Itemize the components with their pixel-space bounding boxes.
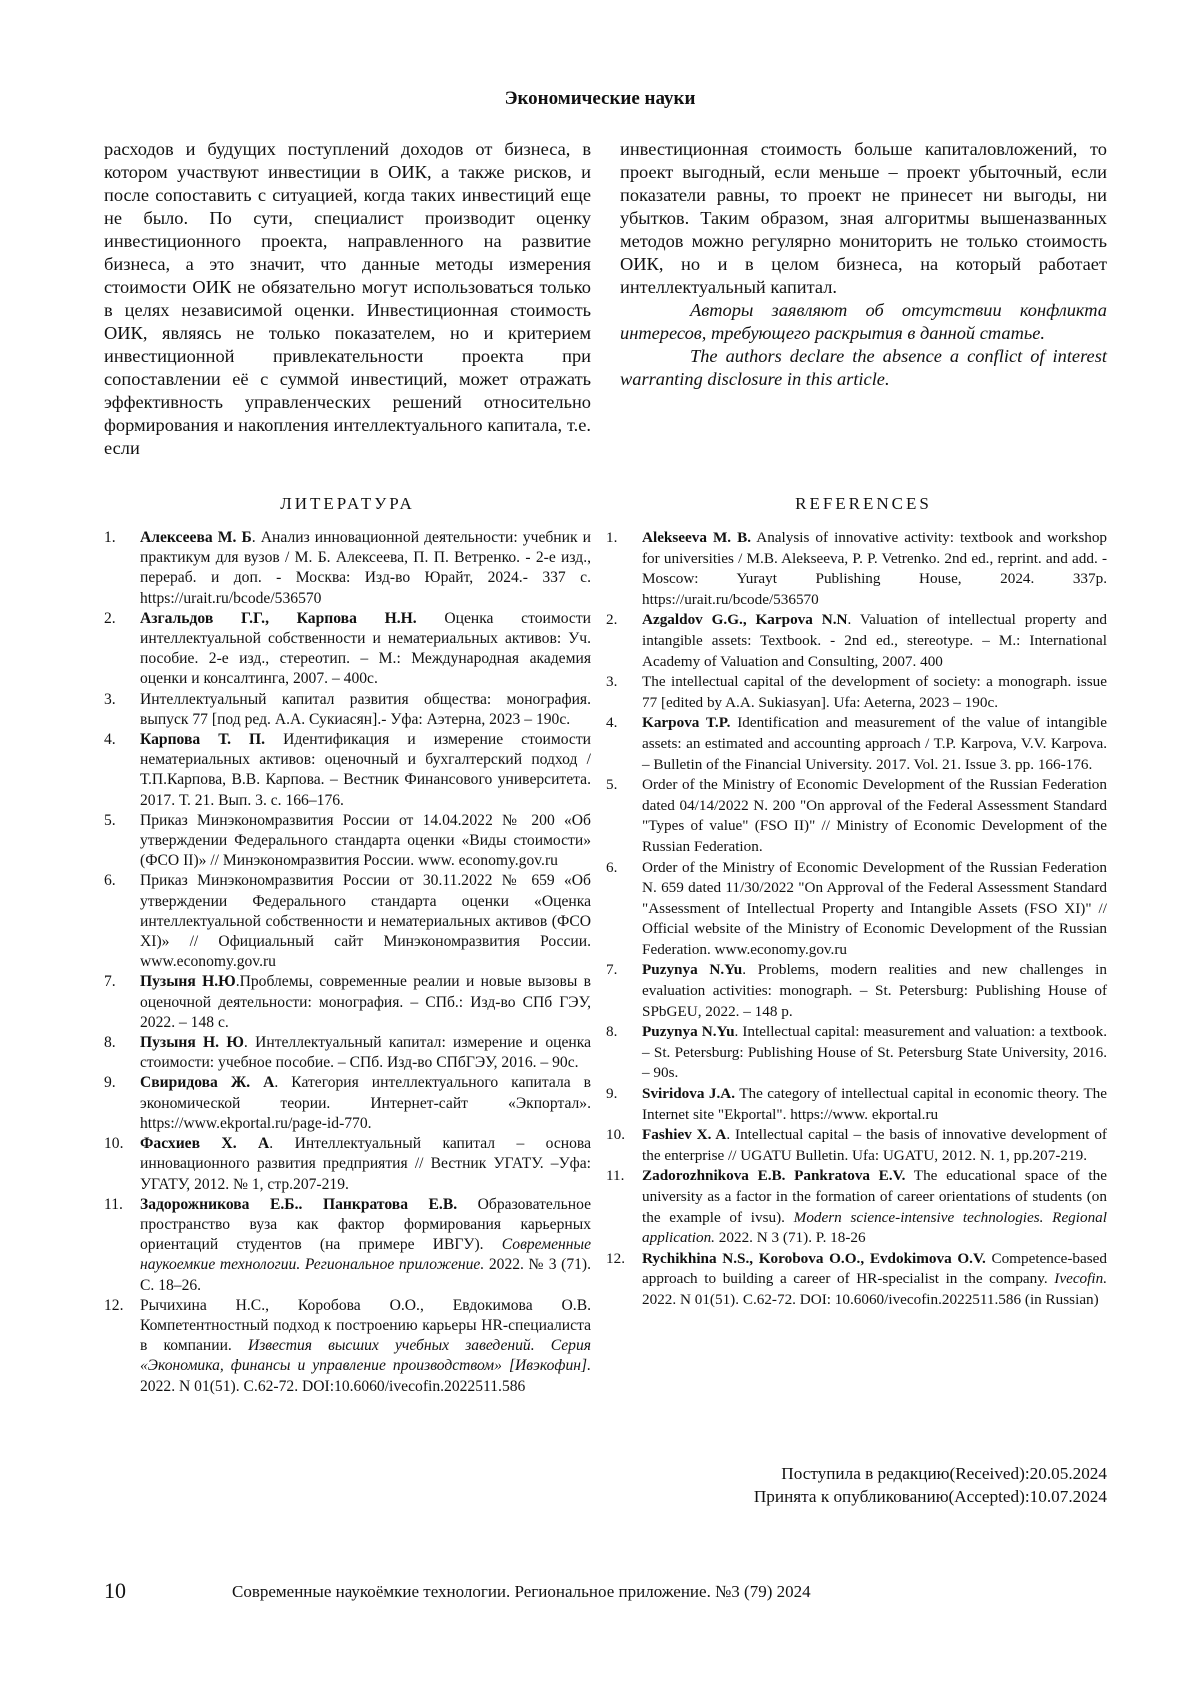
reference-text: . Интеллектуальный капитал – основа инновационного развития предприятия // Вестник УГАТУ. –Уфа: УГАТУ, 2012. № 1, стр.207-219. [140,1135,591,1193]
literature-item [104,1195,591,1296]
literature-item [104,690,591,730]
reference-number: 4. [104,731,116,749]
reference-number: 12. [104,1296,124,1314]
literature-item [104,972,591,1033]
reference-number: 10. [104,1135,124,1153]
page-number: 10 [104,1578,126,1603]
body-right-paragraph: инвестиционная стоимость больше капиталовложений, то проект выгодный, если меньше – проект убыточный, если показатели равны, то проект не принесет ни выгоды, ни убытков. Таким образом, зная алгоритмы вышеназванных методов можно регулярно мониторить не только стоимость ОИК, но и в целом бизнеса, на который работает интеллектуальный капитал. [620,139,1107,297]
reference-text: The category of intellectual capital in economic theory. The Internet site "Ekportal". https://www. ekportal.ru [642,1085,1107,1123]
references-item [606,1249,1107,1311]
reference-number: 10. [606,1126,625,1144]
literature-item [104,1134,591,1195]
reference-number: 6. [606,858,618,876]
reference-number: 11. [606,1167,625,1185]
reference-text: Analysis of innovative activity: textbook and workshop for universities / M.B. Alekseeva, P. P. Vetrenko. 2nd ed., reprint. and add. - Moscow: Yurayt Publishing House, 2024. 337p. https://urait.ru/bcode/536570 [642,529,1108,608]
reference-number: 7. [606,961,618,979]
conflict-statement-ru: Авторы заявляют об отсутствии конфликта интересов, требующего раскрытия в данной статье. [620,300,1107,343]
reference-number: 6. [104,872,116,890]
received-date: Поступила в редакцию(Received):20.05.2024 [781,1464,1107,1483]
literature-list-container [104,528,591,1397]
reference-text: Приказ Минэкономразвития России от 14.04.2022 № 200 «Об утверждении Федерального стандарта оценки «Виды стоимости» (ФСО II)» // Минэкономразвития России. www. economy.gov.ru [140,811,591,870]
references-heading: REFERENCES [795,494,932,513]
reference-author: Zadorozhnikova E.B. Pankratova E.V. [642,1167,906,1185]
reference-tail: 2022. N 3 (71). P. 18-26 [714,1229,866,1247]
reference-number: 5. [606,776,618,794]
references-item [606,528,1107,610]
reference-author: Карпова Т. П. [140,731,266,749]
reference-source: Modern science-intensive technologies. Regional application. [642,1208,1107,1247]
literature-item [104,871,591,972]
reference-number: 1. [104,529,116,546]
reference-text: Competence-based approach to building a career of HR-specialist in the company. [642,1249,1108,1288]
literature-heading: ЛИТЕРАТУРА [280,494,415,513]
journal-footer: Современные наукоёмкие технологии. Региональное приложение. №3 (79) 2024 [232,1582,811,1601]
reference-author: Пузыня Н. Ю [140,1034,244,1052]
reference-number: 7. [104,973,116,991]
references-item [606,1125,1107,1166]
reference-text: Identification and measurement of the value of intangible assets: an estimated and accounting approach / T.P. Karpova, V.V. Karpova. – Bulletin of the Financial University. 2017. Vol. 21. Issue 3. pp. 166-176. [642,714,1107,773]
references-item [606,672,1107,713]
reference-text: Образовательное пространство вуза как фактор формирования карьерных ориентаций студентов (на примере ИВГУ). [140,1195,591,1254]
literature-item [104,528,591,609]
reference-author: Задорожникова Е.Б.. Панкратова Е.В. [140,1195,458,1213]
reference-text: Приказ Минэкономразвития России от 30.11.2022 № 659 «Об утверждении Федерального стандарта оценки «Оценка интеллектуальной собственности и нематериальных активов (ФСО XI)» // Официальный сайт Минэкономразвития России. www.economy.gov.ru [140,872,591,971]
literature-list [104,528,591,1397]
body-left-column [104,138,591,460]
literature-item [104,730,591,811]
reference-author: Алексеева М. Б [140,529,252,546]
literature-item [104,1296,591,1397]
literature-item [104,811,591,872]
reference-tail: 2022. N 01(51). C.62-72. DOI:10.6060/ivecofin.2022511.586 [140,1377,526,1395]
references-item [606,1022,1107,1084]
reference-text: . Интеллектуальный капитал: измерение и оценка стоимости: учебное пособие. – СПб. Изд-во СПбГЭУ, 2016. – 90с. [140,1034,592,1072]
reference-text: Рычихина Н.С., Коробова О.О., Евдокимова О.В. Компетентностный подход к построению карьеры HR-специалиста в компании. [140,1296,591,1355]
reference-tail: 2022. № 3 (71). С. 18–26. [140,1256,592,1294]
reference-author: Азгальдов Г.Г., Карпова Н.Н. [140,609,417,627]
reference-number: 8. [606,1023,618,1041]
reference-number: 11. [104,1195,123,1213]
reference-author: Alekseeva M. B. [642,529,752,546]
literature-item [104,1033,591,1073]
reference-text: . Анализ инновационной деятельности: учебник и практикум для вузов / М. Б. Алексеева, П. П. Ветренко. - 2-е изд., перераб. и доп. - Москва: Изд-во Юрайт, 2024.- 337 с. https://urait.ru/bcode/536570 [140,529,591,607]
reference-number: 1. [606,529,618,546]
reference-author: Фасхиев Х. А [140,1135,270,1153]
reference-text: Оценка стоимости интеллектуальной собственности и нематериальных активов: Уч. пособие. 2-е изд., стереотип. – М.: Международная академия оценки и консалтинга, 2007. – 400с. [140,609,591,688]
literature-item [104,609,591,690]
reference-tail: 2022. N 01(51). C.62-72. DOI: 10.6060/ivecofin.2022511.586 (in Russian) [642,1290,1099,1308]
reference-author: Puzynya N.Yu [642,961,743,979]
reference-text: Идентификация и измерение стоимости нематериальных активов: оценочный и бухгалтерский подход / Т.П.Карпова, В.В. Карпова. – Вестник Финансового университета. 2017. Т. 21. Вып. 3. с. 166–176. [140,731,591,809]
reference-number: 2. [104,609,116,627]
reference-text: Интеллектуальный капитал развития общества: монография. выпуск 77 [под ред. А.А. Сукиасян].- Уфа: Аэтерна, 2023 – 190с. [140,690,591,728]
reference-number: 9. [104,1074,116,1092]
reference-number: 3. [104,690,116,708]
reference-author: Sviridova J.A. [642,1085,736,1103]
reference-number: 12. [606,1249,625,1267]
reference-author: Fashiev X. A [642,1126,727,1144]
reference-author: Пузыня Н.Ю [140,973,236,991]
reference-author: Свиридова Ж. А [140,1074,275,1092]
reference-number: 2. [606,611,618,629]
reference-author: Azgaldov G.G., Karpova N.N [642,611,848,629]
reference-source: Ivecofin. [1054,1270,1107,1288]
references-item [606,1166,1107,1248]
references-item [606,858,1107,961]
reference-number: 4. [606,714,618,732]
reference-source: Известия высших учебных заведений. Серия «Экономика, финансы и управление производством» [Ивэкофин]. [140,1337,591,1375]
references-item [606,775,1107,857]
reference-author: Rychikhina N.S., Korobova O.O., Evdokimova O.V. [642,1249,986,1267]
body-right-column [620,138,1107,391]
references-item [606,713,1107,775]
accepted-date: Принята к опубликованию(Accepted):10.07.2024 [753,1487,1107,1506]
references-item [606,610,1107,672]
reference-author: Puzynya N.Yu [642,1023,735,1041]
references-item [606,960,1107,1022]
reference-text: Order of the Ministry of Economic Development of the Russian Federation N. 659 dated 11/30/2022 "On Approval of the Federal Assessment Standard "Assessment of Intellectual Property and Intangible Assets (FSO XI)" // Official website of the Ministry of Economic Development of the Russian Federation. www.economy.gov.ru [642,858,1107,958]
literature-item [104,1073,591,1134]
reference-number: 5. [104,811,116,829]
body-left-paragraph: расходов и будущих поступлений доходов от бизнеса, в котором участвуют инвестиции в ОИК, а также рисков, и после сопоставить с ситуацией, когда таких инвестиций еще не было. По сути, специалист производит оценку инвестиционного проекта, направленного на развитие бизнеса, а это значит, что данные методы измерения стоимости ОИК не обязательно могут использоваться только в целях независимой оценки. Инвестиционная стоимость ОИК, являясь не только показателем, но и критерием инвестиционной привлекательности проекта при сопоставлении её с суммой инвестиций, может отражать эффективность управленческих решений относительно формирования и накопления интеллектуального капитала, т.е. если [104,139,591,458]
reference-text: The intellectual capital of the development of society: a monograph. issue 77 [edited by A.A. Sukiasyan]. Ufa: Aeterna, 2023 – 190c. [642,673,1107,711]
reference-source: Современные наукоемкие технологии. Региональное приложение. [140,1236,591,1274]
reference-text: . Intellectual capital: measurement and valuation: a textbook. – St. Petersburg: Publishing House of St. Petersburg State University, 2016. – 90s. [642,1023,1107,1082]
reference-number: 3. [606,673,618,691]
reference-text: .Проблемы, современные реалии и новые вызовы в оценочной деятельности: монография. – СПб.: Изд-во СПб ГЭУ, 2022. – 148 с. [140,973,591,1031]
references-item [606,1084,1107,1125]
reference-author: Karpova T.P. [642,714,731,732]
reference-text: . Valuation of intellectual property and intangible assets: Textbook. - 2nd ed., stereotype. – M.: International Academy of Valuation and Consulting, 2007. 400 [642,611,1107,670]
publication-dates [754,1462,1107,1508]
references-list [606,528,1107,1311]
reference-text: The educational space of the university as a factor in the formation of career orientations of students (on the example of ivsu). [642,1167,1107,1226]
references-list-container [606,528,1107,1311]
reference-number: 9. [606,1085,618,1103]
conflict-statement-en: The authors declare the absence a conflict of interest warranting disclosure in this article. [620,346,1107,389]
section-header: Экономические науки [504,88,696,109]
reference-text: Order of the Ministry of Economic Development of the Russian Federation dated 04/14/2022 N. 200 "On approval of the Federal Assessment Standard "Types of value" (FSO II)" // Ministry of Economic Development of the Russian Federation. [642,776,1107,855]
reference-text: . Intellectual capital – the basis of innovative development of the enterprise // UGATU Bulletin. Ufa: UGATU, 2012. N. 1, pp.207-219. [642,1126,1107,1164]
reference-number: 8. [104,1034,116,1052]
reference-text: . Problems, modern realities and new challenges in evaluation activities: monograph. – St. Petersburg: Publishing House of SPbGEU, 2022. – 148 p. [642,961,1107,1020]
reference-text: . Категория интеллектуального капитала в экономической теории. Интернет-сайт «Экпортал». https://www.ekportal.ru/page-id-770. [140,1074,591,1132]
